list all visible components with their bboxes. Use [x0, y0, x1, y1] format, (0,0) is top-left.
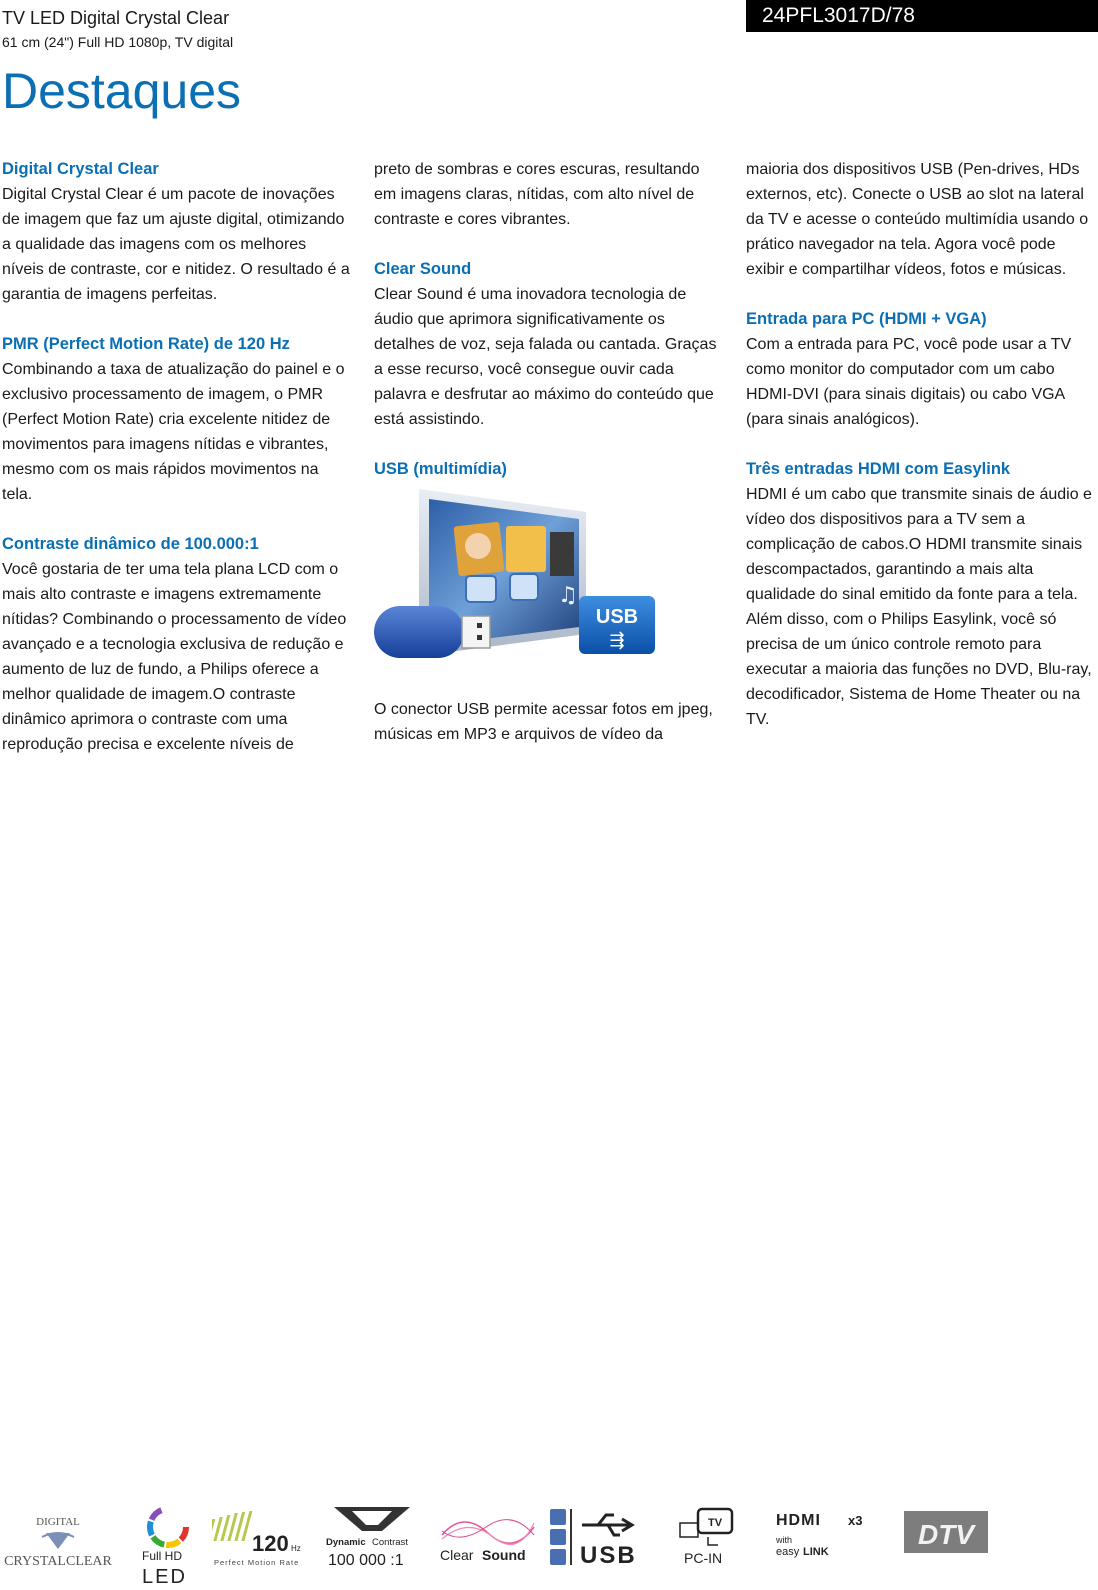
- pcin-label: PC-IN: [684, 1550, 723, 1566]
- text-pmr: Combinando a taxa de atualização do painel e o exclusivo processamento de imagem, o PMR (Perfect Motion Rate) cria excelente nitidez de movimentos para imagens nítidas e vibrantes, mesmo com os mais rápidos movimentos na tela.: [2, 361, 345, 503]
- text-usb: O conector USB permite acessar fotos em jpeg, músicas em MP3 e arquivos de vídeo da: [374, 701, 713, 743]
- sound-wave-3: [442, 1520, 534, 1537]
- usb-music-icon: [550, 1529, 566, 1545]
- heading-pmr: PMR (Perfect Motion Rate) de 120 Hz: [2, 335, 290, 353]
- clear-sound-text-a: Clear: [440, 1547, 474, 1563]
- hdmi-count: x3: [848, 1513, 863, 1528]
- pmr-120hz-logo: [212, 1505, 307, 1585]
- dynamic-label-bold: Dynamic: [326, 1537, 366, 1548]
- dcc-top-text: DIGITAL: [36, 1516, 80, 1528]
- hdmi-easy-text: easy: [776, 1546, 800, 1558]
- pmr-motion-bars-icon: [212, 1511, 252, 1541]
- digital-crystal-clear-logo: [0, 1505, 120, 1585]
- usb-photo-icon: [550, 1509, 566, 1525]
- usb-video-icon: [550, 1549, 566, 1565]
- dtv-text: DTV: [918, 1519, 974, 1550]
- dcc-bottom-text: CRYSTALCLEAR: [4, 1554, 112, 1569]
- hdmi-link-text: LINK: [803, 1546, 829, 1558]
- dtv-logo: [902, 1505, 992, 1585]
- heading-pc-input: Entrada para PC (HDMI + VGA): [746, 310, 987, 328]
- usb-connector-pin-1: [477, 623, 482, 628]
- usb-logo-text: USB: [580, 1542, 637, 1569]
- text-usb-continued: maioria dos dispositivos USB (Pen-drives, HDs externos, etc). Conecte o USB ao slot na lateral da TV e acesse o conteúdo multimídia usando o prático navegador na tela. Agora você pode exibir e compartilhar vídeos, fotos e músicas.: [746, 161, 1089, 278]
- full-hd-led-logo: [138, 1505, 198, 1585]
- heading-usb: USB (multimídia): [374, 460, 507, 478]
- product-title: TV LED Digital Crystal Clear: [2, 8, 230, 28]
- heading-digital-crystal-clear: Digital Crystal Clear: [2, 160, 159, 178]
- hdmi-with-text: with: [776, 1535, 793, 1545]
- usb-divider: [570, 1509, 572, 1565]
- dcc-crystal-icon: [46, 1533, 70, 1549]
- led-text: LED: [142, 1566, 187, 1585]
- product-subtitle: 61 cm (24") Full HD 1080p, TV digital: [2, 34, 234, 50]
- pmr-label: Perfect Motion Rate: [214, 1558, 300, 1567]
- usb-stick-connector: [462, 616, 490, 648]
- text-hdmi: HDMI é um cabo que transmite sinais de áudio e vídeo dos dispositivos para a TV sem a complicação de cabos.O HDMI transmite sinais descompactados, garantindo a mais alta qualidade do sinal emitido da fonte para a tela. Além disso, com o Philips Easylink, você só precisa de um único controle remoto para executar a maioria das funções no DVD, Blu-ray, decodificador, Sistema de Home Theater ou na TV.: [746, 486, 1092, 728]
- music-note-icon: ♫: [558, 583, 578, 608]
- dynamic-label: Contrast: [372, 1537, 408, 1548]
- usb-trident-icon: [582, 1515, 632, 1535]
- usb-badge-label: USB: [595, 606, 639, 628]
- usb-stick-body: [374, 606, 464, 658]
- video-thumbnail: [506, 526, 546, 572]
- feature-logos-row: [0, 1505, 1098, 1590]
- text-contrast: Você gostaria de ter uma tela plana LCD com o mais alto contraste e imagens extremamente nítidas? Combinando o processamento de vídeo avançado e a tecnologia exclusiva de redução e aumento de luz de fundo, a Philips oferece a melhor qualidade de imagem.O contraste dinâmico aprimora o contraste com uma reprodução precisa e excelente níveis de: [2, 561, 347, 753]
- clear-sound-logo: [438, 1505, 538, 1585]
- usb-symbol-icon: ⇶: [609, 630, 625, 651]
- column-3: [746, 157, 1096, 757]
- text-clear-sound: Clear Sound é uma inovadora tecnologia de áudio que aprimora significativamente os detalhes de voz, seja falada ou cantada. Graças a esse recurso, você consegue ouvir cada palavra e desfrutar ao máximo do conteúdo que está assistindo.: [374, 286, 717, 428]
- pcin-tv-text: TV: [707, 1517, 723, 1529]
- heading-hdmi: Três entradas HDMI com Easylink: [746, 460, 1011, 478]
- text-pc-input: Com a entrada para PC, você pode usar a TV como monitor do computador com um cabo HDMI-DVI (para sinais digitais) ou cabo VGA (para sinais analógicos).: [746, 336, 1072, 428]
- hdmi-text: HDMI: [776, 1512, 821, 1529]
- dynamic-contrast-value: 100 000 :1: [328, 1552, 404, 1569]
- page-title: Destaques: [2, 63, 242, 119]
- usb-logo: [550, 1505, 645, 1585]
- clear-sound-text-b: Sound: [482, 1547, 526, 1563]
- column-2: [374, 157, 724, 772]
- dynamic-contrast-logo: [322, 1505, 422, 1585]
- column-1: [2, 157, 352, 782]
- pc-monitor-icon: [680, 1523, 698, 1537]
- usb-connector-pin-2: [477, 635, 482, 640]
- hdmi-easylink-logo: [776, 1505, 876, 1585]
- usb-multimedia-image: [374, 484, 664, 689]
- film-strip-icon: [550, 532, 574, 576]
- pc-in-logo: [678, 1505, 748, 1585]
- heading-contrast: Contraste dinâmico de 100.000:1: [2, 535, 259, 553]
- pmr-value: 120: [252, 1531, 289, 1556]
- text-contrast-continued: preto de sombras e cores escuras, resultando em imagens claras, nítidas, com alto nível de contraste e cores vibrantes.: [374, 161, 700, 228]
- camera-icon: [466, 576, 496, 602]
- text-digital-crystal-clear: Digital Crystal Clear é um pacote de inovações de imagem que faz um ajuste digital, otimizando a qualidade das imagens com os melhores níveis de contraste, cor e nitidez. O resultado é a garantia de imagens perfeitas.: [2, 186, 350, 303]
- clapper-icon: [510, 574, 538, 600]
- pmr-unit: Hz: [291, 1544, 301, 1553]
- child-face-icon: [465, 533, 491, 559]
- model-number: 24PFL3017D/78: [746, 0, 1098, 32]
- full-hd-text: Full HD: [142, 1549, 183, 1563]
- heading-clear-sound: Clear Sound: [374, 260, 472, 278]
- pcin-arrow-icon: [708, 1537, 718, 1545]
